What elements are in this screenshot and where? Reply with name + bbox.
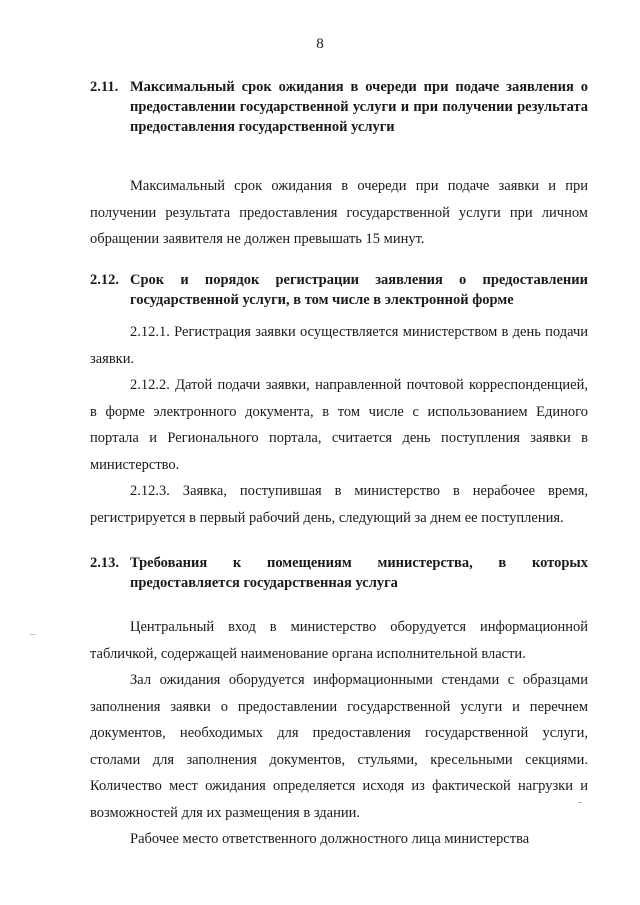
- paragraph: 2.12.3. Заявка, поступившая в министерство в нерабочее время, регистрируется в первый рабочий день, следующий за днем ее поступления.: [90, 483, 588, 526]
- section-2-13-body: [90, 614, 588, 853]
- section-2-11-heading: [90, 77, 588, 137]
- section-2-13-heading: [90, 553, 588, 593]
- page-number: 8: [316, 36, 324, 52]
- paragraph: Максимальный срок ожидания в очереди при подаче заявки и при получении результата предоставления государственной услуги при личном обращении заявителя не должен превышать 15 минут.: [90, 178, 588, 247]
- section-title: Срок и порядок регистрации заявления о предоставлении государственной услуги, в том числе в электронной форме: [130, 272, 588, 308]
- section-number: 2.13.: [90, 555, 119, 571]
- section-heading: [90, 270, 588, 310]
- paragraph: Зал ожидания оборудуется информационными стендами с образцами заполнения заявки о предоставлении государственной услуги и перечнем документов, необходимых для предоставления государственной услуги, столами для заполнения документов, стульями, кресельными секциями. Количество мест ожидания определяется исходя из фактической нагрузки и возможностей для их размещения в здании.: [90, 672, 588, 821]
- section-2-11-body: [90, 173, 588, 253]
- section-number: 2.12.: [90, 272, 119, 288]
- scan-mark: -: [578, 796, 582, 808]
- paragraph: Рабочее место ответственного должностного лица министерства: [130, 831, 530, 847]
- section-2-12-heading: [90, 270, 588, 310]
- section-title: Максимальный срок ожидания в очереди при подаче заявления о предоставлении государственной услуги и при получении результата предоставления государственной услуги: [130, 79, 588, 135]
- paragraph: Центральный вход в министерство оборудуется информационной табличкой, содержащей наименование органа исполнительной власти.: [90, 619, 588, 662]
- section-title: Требования к помещениям министерства, в которых предоставляется государственная услуга: [130, 555, 588, 591]
- scan-mark: –: [30, 628, 36, 640]
- section-number: 2.11.: [90, 79, 119, 95]
- paragraph: 2.12.2. Датой подачи заявки, направленной почтовой корреспонденцией, в форме электронного документа, в том числе с использованием Единого портала и Регионального портала, считается день поступления заявки в министерство.: [90, 377, 588, 473]
- section-heading: [90, 77, 588, 137]
- paragraph: 2.12.1. Регистрация заявки осуществляется министерством в день подачи заявки.: [90, 324, 588, 367]
- section-2-12-body: [90, 319, 588, 531]
- section-heading: [90, 553, 588, 593]
